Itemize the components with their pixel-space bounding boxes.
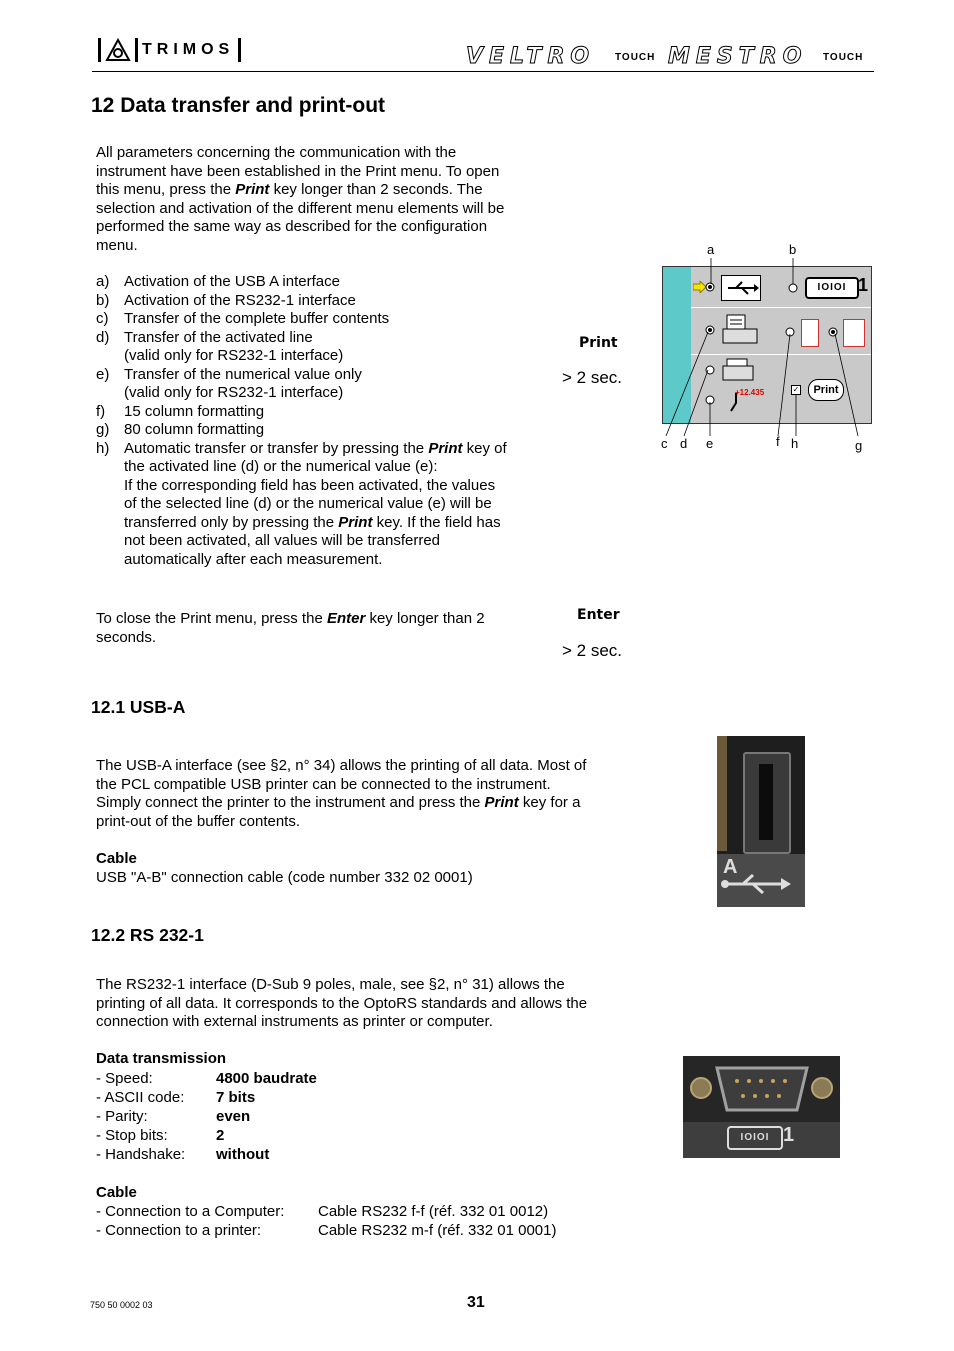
dsub-connector-icon xyxy=(683,1056,840,1120)
doc-code: 750 50 0002 03 xyxy=(90,1300,153,1310)
panel-print-button: Print xyxy=(808,379,844,401)
close-menu-paragraph: To close the Print menu, press the Enter key longer than 2 seconds. xyxy=(96,610,485,646)
param-row: - Speed: 4800 baudrate xyxy=(96,1070,317,1087)
rs232-port-photo xyxy=(683,1056,840,1158)
usb-photo-label: A xyxy=(723,856,738,878)
print-key-label: Print xyxy=(579,335,618,351)
data-transmission-title: Data transmission xyxy=(96,1050,227,1067)
param-row: - ASCII code: 7 bits xyxy=(96,1089,256,1106)
rs232-photo-port-label: IOIOI xyxy=(727,1126,783,1150)
panel-label-a: a xyxy=(707,242,715,257)
cable-row: - Connection to a printer: Cable RS232 m-f (réf. 332 01 0001) xyxy=(96,1222,557,1239)
auto-transfer-checkbox[interactable]: ✓ xyxy=(792,385,800,394)
rs232-port-number: 1 xyxy=(858,275,869,295)
list-item: c) Transfer of the complete buffer contents xyxy=(96,310,390,327)
panel-value: +12.435 xyxy=(735,388,765,397)
list-item: g) 80 column formatting xyxy=(96,421,265,438)
list-item: f) 15 column formatting xyxy=(96,402,265,420)
usb-paragraph: The USB-A interface (see §2, n° 34) allows the printing of all data. Most of the PCL compatible USB printer can be connected to the instrument. Simply connect the printer to the instrument and press the Print key for a print-out of the buffer contents. xyxy=(96,757,587,830)
list-item: (valid only for RS232-1 interface) xyxy=(124,347,344,364)
list-item: a) Activation of the USB A interface xyxy=(96,273,340,290)
list-item-h-key: h) xyxy=(96,439,110,457)
enter-key-label: Enter xyxy=(577,607,620,623)
panel-label-h: h xyxy=(791,436,799,451)
panel-label-f: f xyxy=(776,434,780,449)
param-row: - Parity: even xyxy=(96,1108,251,1125)
brand-veltro: VELTRO xyxy=(466,44,596,69)
print-hold-duration: > 2 sec. xyxy=(562,368,623,387)
enter-hold-duration: > 2 sec. xyxy=(562,641,623,660)
brand-mestro-touch: TOUCH xyxy=(823,52,864,63)
param-row: - Stop bits: 2 xyxy=(96,1127,225,1144)
usb-symbol-icon xyxy=(721,872,793,898)
list-item: e) Transfer of the numerical value only xyxy=(96,365,362,383)
list-item-h-text: Automatic transfer or transfer by pressing the Print key of the activated line (d) or the numerical value (e): If the corresponding field has been activated, the values of the selected line (d) or the numerical value (e) will be transferred only by pressing the Print key. If the field has not been activated, all values will be transferred automatically after each measurement. xyxy=(124,439,507,568)
panel-label-c: c xyxy=(661,436,668,451)
cable-row: - Connection to a Computer: Cable RS232 f-f (réf. 332 01 0012) xyxy=(96,1203,549,1220)
list-item: (valid only for RS232-1 interface) xyxy=(124,384,344,401)
panel-label-b: b xyxy=(789,242,797,257)
usb-cable-text: USB "A-B" connection cable (code number 332 02 0001) xyxy=(96,869,473,886)
intro-paragraph: All parameters concerning the communication with the instrument have been established in the Print menu. To open this menu, press the Print key longer than 2 seconds. The selection and activation of the different menu elements will be performed the same way as described for the configuration menu. xyxy=(96,144,505,254)
trimos-logo xyxy=(94,38,245,62)
panel-label-g: g xyxy=(855,438,863,453)
param-row: - Handshake: without xyxy=(96,1146,270,1163)
panel-leader-lines xyxy=(660,254,874,444)
header-rule xyxy=(92,71,874,72)
rs232-section-title: 12.2 RS 232-1 xyxy=(91,925,204,945)
list-item: b) Activation of the RS232-1 interface xyxy=(96,291,356,309)
trimos-emblem-icon xyxy=(105,38,131,62)
usb-section-title: 12.1 USB-A xyxy=(91,697,186,717)
panel-label-d: d xyxy=(680,436,688,451)
list-item: d) Transfer of the activated line xyxy=(96,328,313,346)
usb-port-photo xyxy=(717,736,805,907)
rs232-photo-port-number: 1 xyxy=(783,1124,795,1146)
usb-cable-title: Cable xyxy=(96,850,137,867)
rs232-paragraph: The RS232-1 interface (D-Sub 9 poles, male, see §2, n° 31) allows the printing of all data. It corresponds to the OptoRS standards and allows the connection with external instruments as printer or computer. xyxy=(96,976,588,1030)
section-title: 12 Data transfer and print-out xyxy=(91,94,386,117)
rs232-cable-title: Cable xyxy=(96,1184,137,1201)
page-number: 31 xyxy=(467,1294,485,1311)
logo-text: TRIMOS xyxy=(142,41,235,59)
panel-label-e: e xyxy=(706,436,714,451)
rs232-port-icon: IOIOI xyxy=(805,277,859,299)
brand-mestro: MESTRO xyxy=(668,44,808,69)
brand-veltro-touch: TOUCH xyxy=(615,52,656,63)
